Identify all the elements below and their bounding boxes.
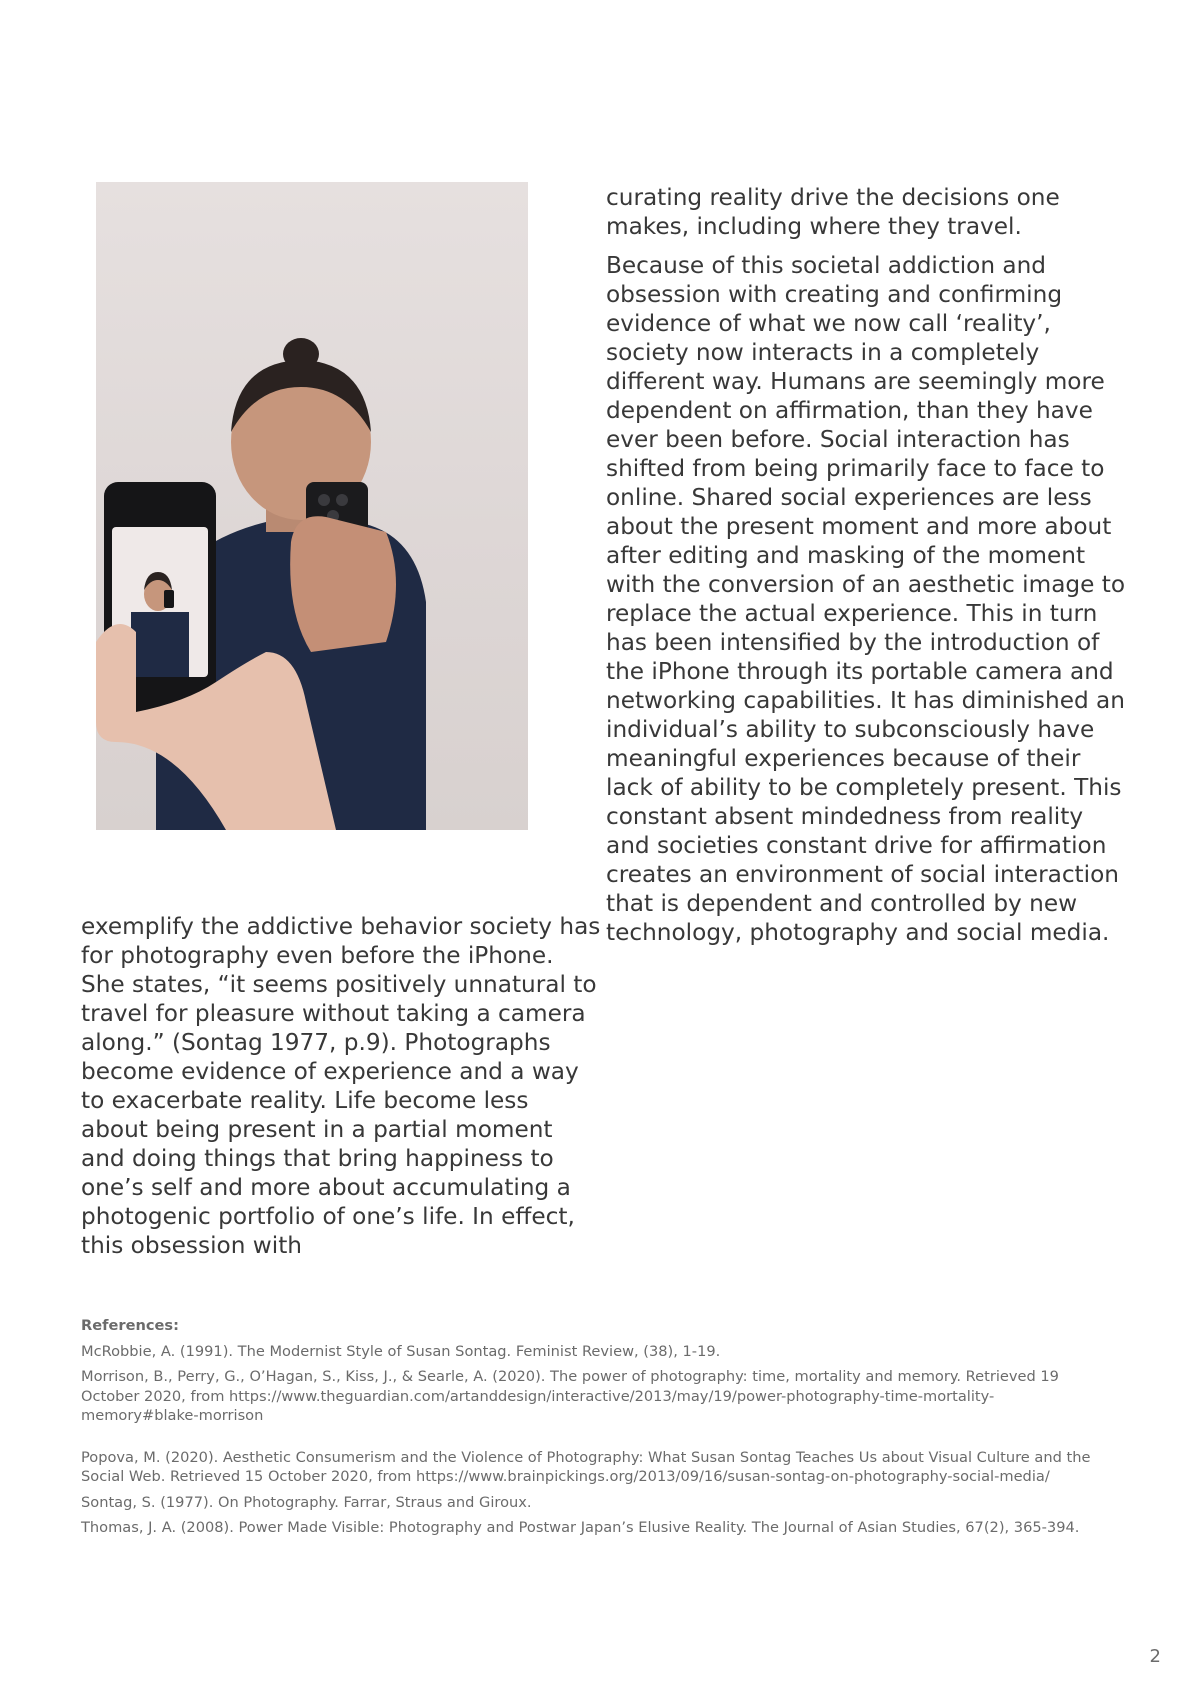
- references-section: [81, 1316, 1111, 1544]
- left-column: [81, 912, 601, 1260]
- right-column-paragraph-1: curating reality drive the decisions one makes, including where they travel.: [606, 184, 1060, 240]
- reference-item: Popova, M. (2020). Aesthetic Consumerism and the Violence of Photography: What Susan Sontag Teaches Us about Visual Culture and the Social Web. Retrieved 15 October 2020, from https://www.brainpickings.org/2013/09/16/susan-sontag-on-photography-social-media/: [81, 1448, 1091, 1485]
- person-photographing-with-phone-image: [96, 182, 528, 830]
- right-column: [606, 183, 1126, 957]
- reference-item: Sontag, S. (1977). On Photography. Farrar, Straus and Giroux.: [81, 1493, 532, 1511]
- reference-item: McRobbie, A. (1991). The Modernist Style of Susan Sontag. Feminist Review, (38), 1-19.: [81, 1342, 721, 1360]
- reference-item: Thomas, J. A. (2008). Power Made Visible: Photography and Postwar Japan’s Elusive Reality. The Journal of Asian Studies, 67(2), 365-394.: [81, 1519, 1080, 1536]
- left-column-paragraph: exemplify the addictive behavior society has for photography even before the iPhone. She states, “it seems positively unnatural to travel for pleasure without taking a camera along.” (Sontag 1977, p.9). Photographs become evidence of experience and a way to exacerbate reality. Life become less about being present in a partial moment and doing things that bring happiness to one’s self and more about accumulating a photogenic portfolio of one’s life. In effect, this obsession with: [81, 913, 601, 1259]
- reference-item: Morrison, B., Perry, G., O’Hagan, S., Kiss, J., & Searle, A. (2020). The power of photography: time, mortality and memory. Retrieved 19 October 2020, from https://www.theguardian.com/artanddesign/interactive/2013/may/19/power-photography-time-mortality-memory#blake-morrison: [81, 1368, 1059, 1424]
- page-number: 2: [1149, 1646, 1161, 1667]
- photo-illustration: [96, 182, 528, 830]
- references-heading: References:: [81, 1317, 179, 1334]
- right-column-paragraph-2: Because of this societal addiction and obsession with creating and confirming evidence of what we now call ‘reality’, society now interacts in a completely different way. Humans are seemingly more dependent on affirmation, than they have ever been before. Social interaction has shifted from being primarily face to face to online. Shared social experiences are less about the present moment and more about after editing and masking of the moment with the conversion of an aesthetic image to replace the actual experience. This in turn has been intensified by the introduction of the iPhone through its portable camera and networking capabilities. It has diminished an individual’s ability to subconsciously have meaningful experiences because of their lack of ability to be completely present. This constant absent mindedness from reality and societies constant drive for affirmation creates an environment of social interaction that is dependent and controlled by new technology, photography and social media.: [606, 252, 1126, 946]
